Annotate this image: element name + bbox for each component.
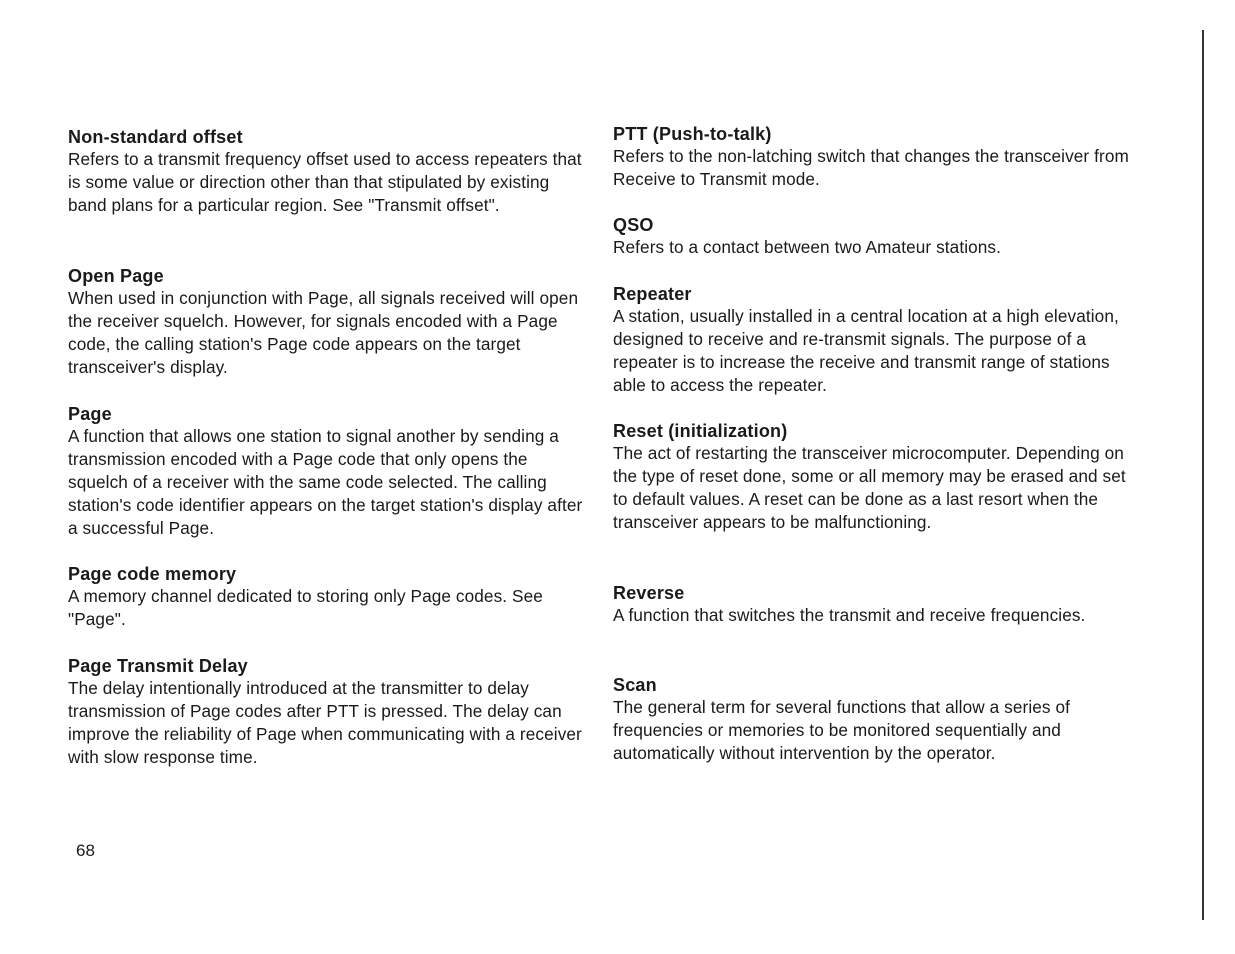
entry-definition: The delay intentionally introduced at the transmitter to delay transmission of Page codes after PTT is pressed. The delay can improve the reliability of Page when communicating with a receiver with slow response time. [68,678,582,767]
glossary-entry [613,420,1133,534]
glossary-entry [68,655,583,769]
glossary-entry [68,126,583,217]
glossary-entry [613,582,1133,627]
entry-definition: Refers to a contact between two Amateur stations. [613,237,1002,257]
entry-term: Page code memory [68,564,237,584]
page-number: 68 [76,841,95,860]
page-edge-rule [1202,30,1204,920]
glossary-entry [613,214,1133,259]
glossary-entry [613,283,1133,397]
entry-term: Non-standard offset [68,127,243,147]
entry-definition: A function that allows one station to signal another by sending a transmission encoded with a Page code that only opens the squelch of a receiver with the same code selected. The calling station's code identifier appears on the target station's display after a successful Page. [68,426,583,538]
entry-term: Repeater [613,284,692,304]
entry-term: Reset (initialization) [613,421,788,441]
entry-term: PTT (Push-to-talk) [613,124,772,144]
entry-definition: A memory channel dedicated to storing only Page codes. See "Page". [68,586,543,629]
entry-definition: Refers to the non-latching switch that changes the transceiver from Receive to Transmit mode. [613,146,1129,189]
entry-definition: A function that switches the transmit and receive frequencies. [613,605,1086,625]
entry-term: Open Page [68,266,164,286]
glossary-entry [68,265,583,379]
glossary-entry [613,674,1133,765]
entry-term: Scan [613,675,657,695]
entry-definition: The general term for several functions that allow a series of frequencies or memories to be monitored sequentially and automatically without intervention by the operator. [613,697,1071,763]
entry-definition: A station, usually installed in a central location at a high elevation, designed to receive and re-transmit signals. The purpose of a repeater is to increase the receive and transmit range of stations able to access the repeater. [613,306,1119,395]
glossary-entry [613,123,1133,191]
entry-definition: When used in conjunction with Page, all signals received will open the receiver squelch. However, for signals encoded with a Page code, the calling station's Page code appears on the target transceiver's display. [68,288,579,377]
entry-definition: Refers to a transmit frequency offset used to access repeaters that is some value or direction other than that stipulated by existing band plans for a particular region. See "Transmit offset". [68,149,582,215]
glossary-entry [68,403,583,540]
entry-definition: The act of restarting the transceiver microcomputer. Depending on the type of reset done, some or all memory may be erased and set to default values. A reset can be done as a last resort when the transceiver appears to be malfunctioning. [613,443,1126,532]
glossary-entry [68,563,583,631]
entry-term: Reverse [613,583,685,603]
entry-term: QSO [613,215,654,235]
entry-term: Page [68,404,112,424]
entry-term: Page Transmit Delay [68,656,248,676]
